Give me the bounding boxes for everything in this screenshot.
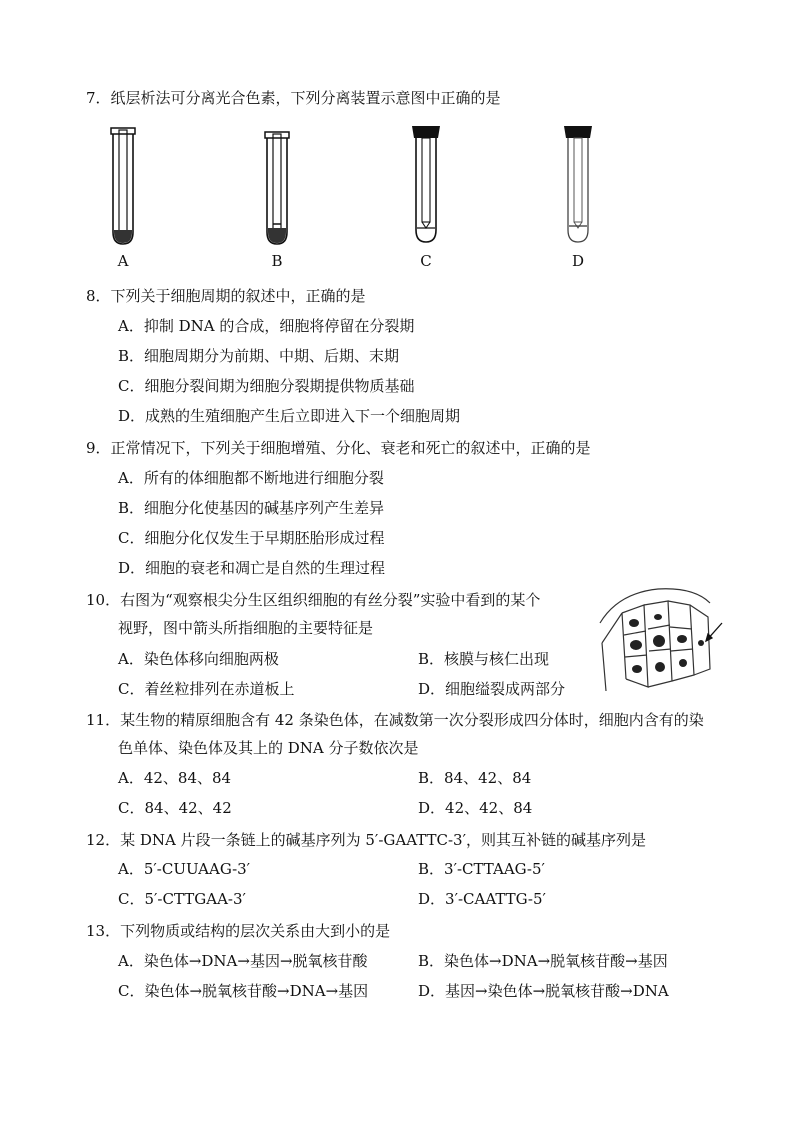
q8-stem: 8．下列关于细胞周期的叙述中，正确的是 [86, 287, 366, 305]
tube-a-label: A [117, 252, 129, 270]
q10-stem: 10．右图为“观察根尖分生区组织细胞的有丝分裂”实验中看到的某个 [86, 591, 541, 609]
q9-option-a: A．所有的体细胞都不断地进行细胞分裂 [118, 469, 384, 487]
q8-option-c: C．细胞分裂间期为细胞分裂期提供物质基础 [118, 377, 415, 395]
q9-option-d: D．细胞的衰老和凋亡是自然的生理过程 [118, 559, 386, 577]
q12-option-d: D．3′-CAATTG-5′ [418, 890, 546, 908]
q7-stem: 7．纸层析法可分离光合色素，下列分离装置示意图中正确的是 [86, 89, 501, 107]
q8-option-d: D．成熟的生殖细胞产生后立即进入下一个细胞周期 [118, 407, 461, 425]
q10-option-d: D．细胞缢裂成两部分 [418, 680, 566, 698]
q13-option-c: C．染色体→脱氧核苷酸→DNA→基因 [118, 982, 369, 1000]
q8-option-a: A．抑制 DNA 的合成，细胞将停留在分裂期 [118, 317, 415, 335]
q9-option-b: B．细胞分化使基因的碱基序列产生差异 [118, 499, 385, 517]
q11-stem: 11．某生物的精原细胞含有 42 条染色体，在减数第一次分裂形成四分体时，细胞内含有的染 [86, 711, 704, 729]
tube-a-diagram [108, 126, 138, 248]
q11-option-d: D．42、42、84 [418, 799, 533, 817]
tube-c-diagram [410, 124, 442, 248]
q12-option-a: A．5′-CUUAAG-3′ [118, 860, 251, 878]
q13-option-d: D．基因→染色体→脱氧核苷酸→DNA [418, 982, 669, 1000]
q10-option-b: B．核膜与核仁出现 [418, 650, 550, 668]
q8-option-b: B．细胞周期分为前期、中期、后期、末期 [118, 347, 400, 365]
q11-option-c: C．84、42、42 [118, 799, 232, 817]
q13-option-a: A．染色体→DNA→基因→脱氧核苷酸 [118, 952, 368, 970]
q10-option-a: A．染色体移向细胞两极 [118, 650, 279, 668]
q9-option-c: C．细胞分化仅发生于早期胚胎形成过程 [118, 529, 385, 547]
q10-stem-continued: 视野，图中箭头所指细胞的主要特征是 [118, 619, 374, 637]
q11-stem-continued: 色单体、染色体及其上的 DNA 分子数依次是 [118, 739, 419, 757]
tube-d-diagram [562, 124, 594, 248]
tube-c-label: C [420, 252, 432, 270]
q13-option-b: B．染色体→DNA→脱氧核苷酸→基因 [418, 952, 668, 970]
q12-stem: 12．某 DNA 片段一条链上的碱基序列为 5′-GAATTC-3′，则其互补链的碱基序列是 [86, 831, 647, 849]
tube-b-label: B [271, 252, 283, 270]
root-tip-micrograph [598, 583, 724, 699]
q12-option-c: C．5′-CTTGAA-3′ [118, 890, 246, 908]
q11-option-a: A．42、84、84 [118, 769, 232, 787]
q10-option-c: C．着丝粒排列在赤道板上 [118, 680, 295, 698]
q13-stem: 13．下列物质或结构的层次关系由大到小的是 [86, 922, 391, 940]
tube-d-label: D [571, 252, 585, 270]
q12-option-b: B．3′-CTTAAG-5′ [418, 860, 545, 878]
q11-option-b: B．84、42、84 [418, 769, 532, 787]
q9-stem: 9．正常情况下，下列关于细胞增殖、分化、衰老和死亡的叙述中，正确的是 [86, 439, 591, 457]
tube-b-diagram [262, 130, 292, 248]
